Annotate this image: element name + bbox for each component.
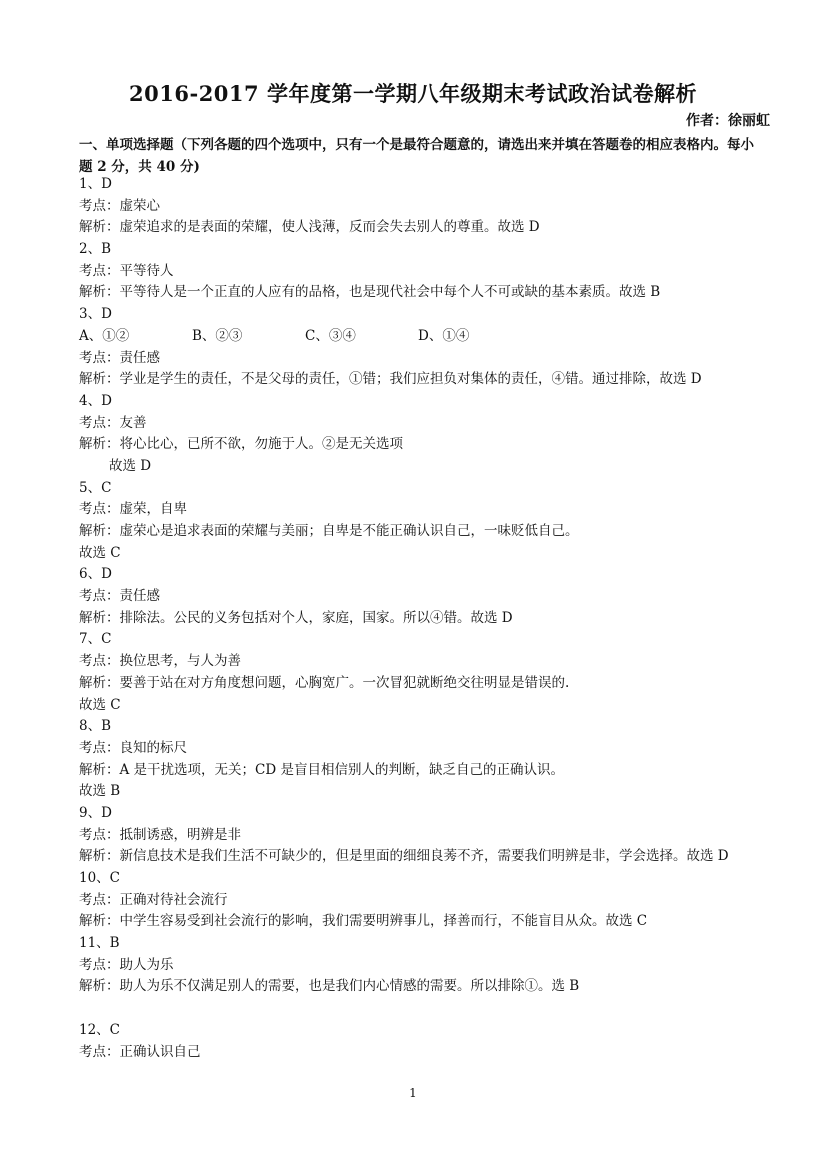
explanation-6: 解析：排除法。公民的义务包括对个人，家庭，国家。所以④错。故选 D xyxy=(79,609,513,626)
answer-2: 2、B xyxy=(79,241,112,258)
knowledge-point-6: 考点：责任感 xyxy=(79,588,160,605)
explanation-11: 解析：助人为乐不仅满足别人的需要，也是我们内心情感的需要。所以排除①。选 B xyxy=(79,978,580,995)
conclusion-5: 故选 C xyxy=(79,544,121,561)
option-a: A、①② xyxy=(79,327,130,344)
section-heading: 一、单项选择题（下列各题的四个选项中，只有一个是最符合题意的，请选出来并填在答题卷的相应表格内。每小题 2 分，共 40 分) xyxy=(79,137,754,175)
options-3 xyxy=(79,326,769,348)
explanation-1: 解析：虚荣追求的是表面的荣耀，使人浅薄，反而会失去别人的尊重。故选 D xyxy=(79,219,540,236)
knowledge-point-8: 考点：良知的标尺 xyxy=(79,739,187,756)
blank-line xyxy=(79,998,769,1020)
knowledge-point-11: 考点：助人为乐 xyxy=(79,956,174,973)
author-line: 作者：徐丽虹 xyxy=(686,113,770,129)
explanation-7: 解析：要善于站在对方角度想问题，心胸宽广。一次冒犯就断绝交往明显是错误的. xyxy=(79,674,570,691)
page-number: 1 xyxy=(409,1086,417,1100)
answer-7: 7、C xyxy=(79,631,112,648)
knowledge-point-12: 考点：正确认识自己 xyxy=(79,1043,201,1060)
explanation-4: 解析：将心比心，已所不欲，勿施于人。②是无关选项 xyxy=(79,436,403,453)
knowledge-point-4: 考点：友善 xyxy=(79,414,147,431)
option-d: D、①④ xyxy=(418,327,470,344)
knowledge-point-2: 考点：平等待人 xyxy=(79,262,174,279)
knowledge-point-1: 考点：虚荣心 xyxy=(79,197,160,214)
knowledge-point-9: 考点：抵制诱惑，明辨是非 xyxy=(79,826,241,843)
answer-list xyxy=(79,174,769,1063)
conclusion-4: 故选 D xyxy=(109,457,152,474)
answer-4: 4、D xyxy=(79,392,112,409)
conclusion-8: 故选 B xyxy=(79,783,121,800)
answer-11: 11、B xyxy=(79,935,120,952)
option-c: C、③④ xyxy=(305,327,356,344)
answer-1: 1、D xyxy=(79,176,112,192)
explanation-3: 解析：学业是学生的责任，不是父母的责任，①错；我们应担负对集体的责任，④错。通过排除，故选 D xyxy=(79,371,702,388)
knowledge-point-5: 考点：虚荣，自卑 xyxy=(79,501,187,518)
knowledge-point-10: 考点：正确对待社会流行 xyxy=(79,891,228,908)
explanation-8: 解析：A 是干扰选项，无关；CD 是盲目相信别人的判断，缺乏自己的正确认识。 xyxy=(79,761,564,778)
answer-5: 5、C xyxy=(79,479,112,496)
answer-10: 10、C xyxy=(79,870,121,887)
answer-9: 9、D xyxy=(79,804,112,821)
knowledge-point-3: 考点：责任感 xyxy=(79,349,160,366)
answer-8: 8、B xyxy=(79,718,112,735)
answer-3: 3、D xyxy=(79,306,112,323)
explanation-10: 解析：中学生容易受到社会流行的影响，我们需要明辨事儿，择善而行，不能盲目从众。故选 C xyxy=(79,913,648,930)
document-title: 2016-2017 学年度第一学期八年级期末考试政治试卷解析 xyxy=(129,81,697,106)
answer-12: 12、C xyxy=(79,1021,121,1038)
option-b: B、②③ xyxy=(192,327,243,344)
explanation-2: 解析：平等待人是一个正直的人应有的品格，也是现代社会中每个人不可或缺的基本素质。故选 B xyxy=(79,284,661,301)
conclusion-7: 故选 C xyxy=(79,696,121,713)
answer-6: 6、D xyxy=(79,566,112,583)
explanation-5: 解析：虚荣心是追求表面的荣耀与美丽；自卑是不能正确认识自己，一味贬低自己。 xyxy=(79,523,579,539)
explanation-9: 解析：新信息技术是我们生活不可缺少的，但是里面的细细良莠不齐，需要我们明辨是非，学会选择。故选 D xyxy=(79,848,729,865)
knowledge-point-7: 考点：换位思考，与人为善 xyxy=(79,653,241,670)
